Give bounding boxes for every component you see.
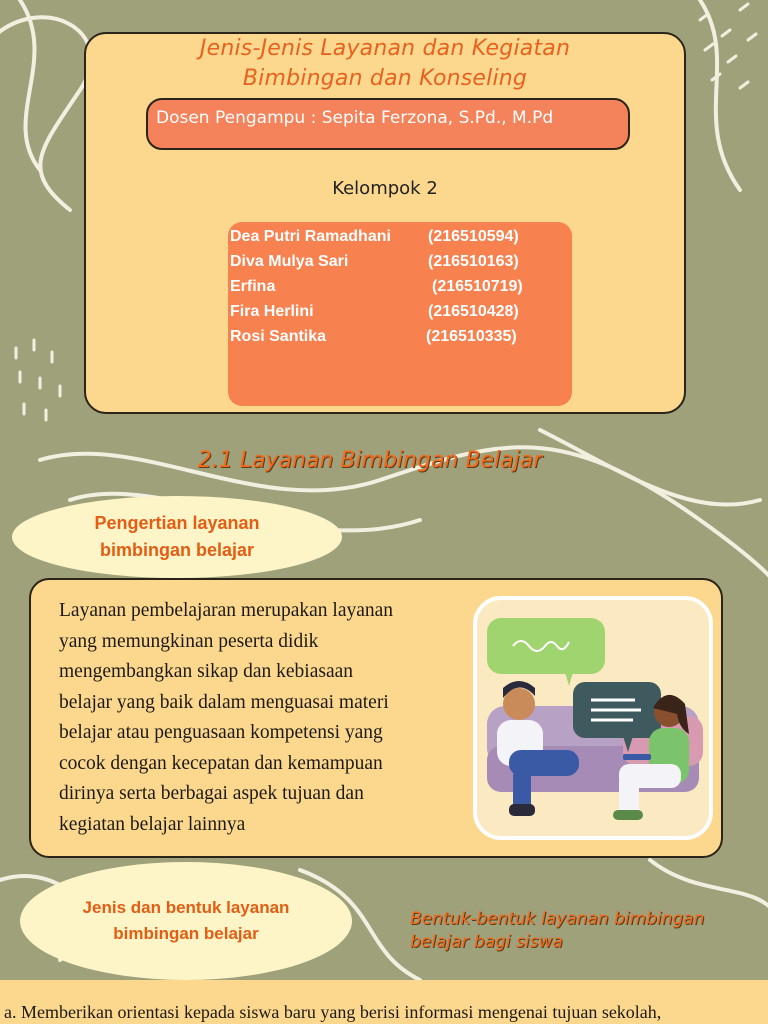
paragraph-line: cocok dengan kecepatan dan kemampuan [59,752,383,774]
member-nim: (216510428) [428,303,519,320]
pengertian-line-2: bimbingan belajar [99,540,255,560]
main-title-line-1: Jenis-Jenis Layanan dan Kegiatan [199,36,571,61]
member-row [228,328,572,352]
paragraph-line: kegiatan belajar lainnya [59,813,246,835]
paragraph-line: belajar atau penguasaan kompetensi yang [59,722,383,743]
pengertian-ellipse [12,496,342,578]
section-title: 2.1 Layanan Bimbingan Belajar [197,448,543,473]
member-nim: (216510719) [432,278,523,295]
member-name: Dea Putri Ramadhani [230,228,391,245]
pengertian-line-1: Pengertian layanan [94,513,260,533]
paragraph-line: mengembangkan sikap dan kebiasaan [59,661,354,682]
member-row [228,303,572,327]
member-name: Erfina [230,278,276,295]
member-nim: (216510335) [426,328,517,345]
definition-paragraph [59,596,479,840]
dosen-text: Dosen Pengampu : Sepita Ferzona, S.Pd., M.Pd [156,108,554,128]
content-card [29,578,723,858]
dosen-pill [146,98,630,150]
member-row [228,253,572,277]
title-card [84,32,686,414]
list-item-a: a. Memberikan orientasi kepada siswa baru yang berisi informasi mengenai tujuan sekolah, [4,1002,662,1022]
jenis-ellipse [20,862,352,980]
counseling-illustration [473,596,713,840]
paragraph-line: belajar yang baik dalam menguasai materi [59,691,389,713]
paragraph-line: dirinya serta berbagai aspek tujuan dan [59,783,364,804]
member-name: Fira Herlini [230,303,314,320]
member-name: Diva Mulya Sari [230,253,349,270]
member-row [228,228,572,252]
bentuk-heading [410,908,760,954]
member-row [228,278,572,302]
paragraph-line: yang memungkinan peserta didik [59,630,319,652]
member-name: Rosi Santika [230,328,327,345]
member-nim: (216510594) [428,228,519,245]
jenis-line-2: bimbingan belajar [113,924,259,943]
bentuk-line-2: belajar bagi siswa [410,932,563,952]
paragraph-line: Layanan pembelajaran merupakan layanan [59,600,394,621]
kelompok-label: Kelompok 2 [332,178,438,199]
jenis-line-1: Jenis dan bentuk layanan [82,898,290,917]
bentuk-line-1: Bentuk-bentuk layanan bimbingan [410,909,705,929]
member-nim: (216510163) [428,253,519,270]
main-title-line-2: Bimbingan dan Konseling [242,66,528,91]
members-box [228,222,572,406]
